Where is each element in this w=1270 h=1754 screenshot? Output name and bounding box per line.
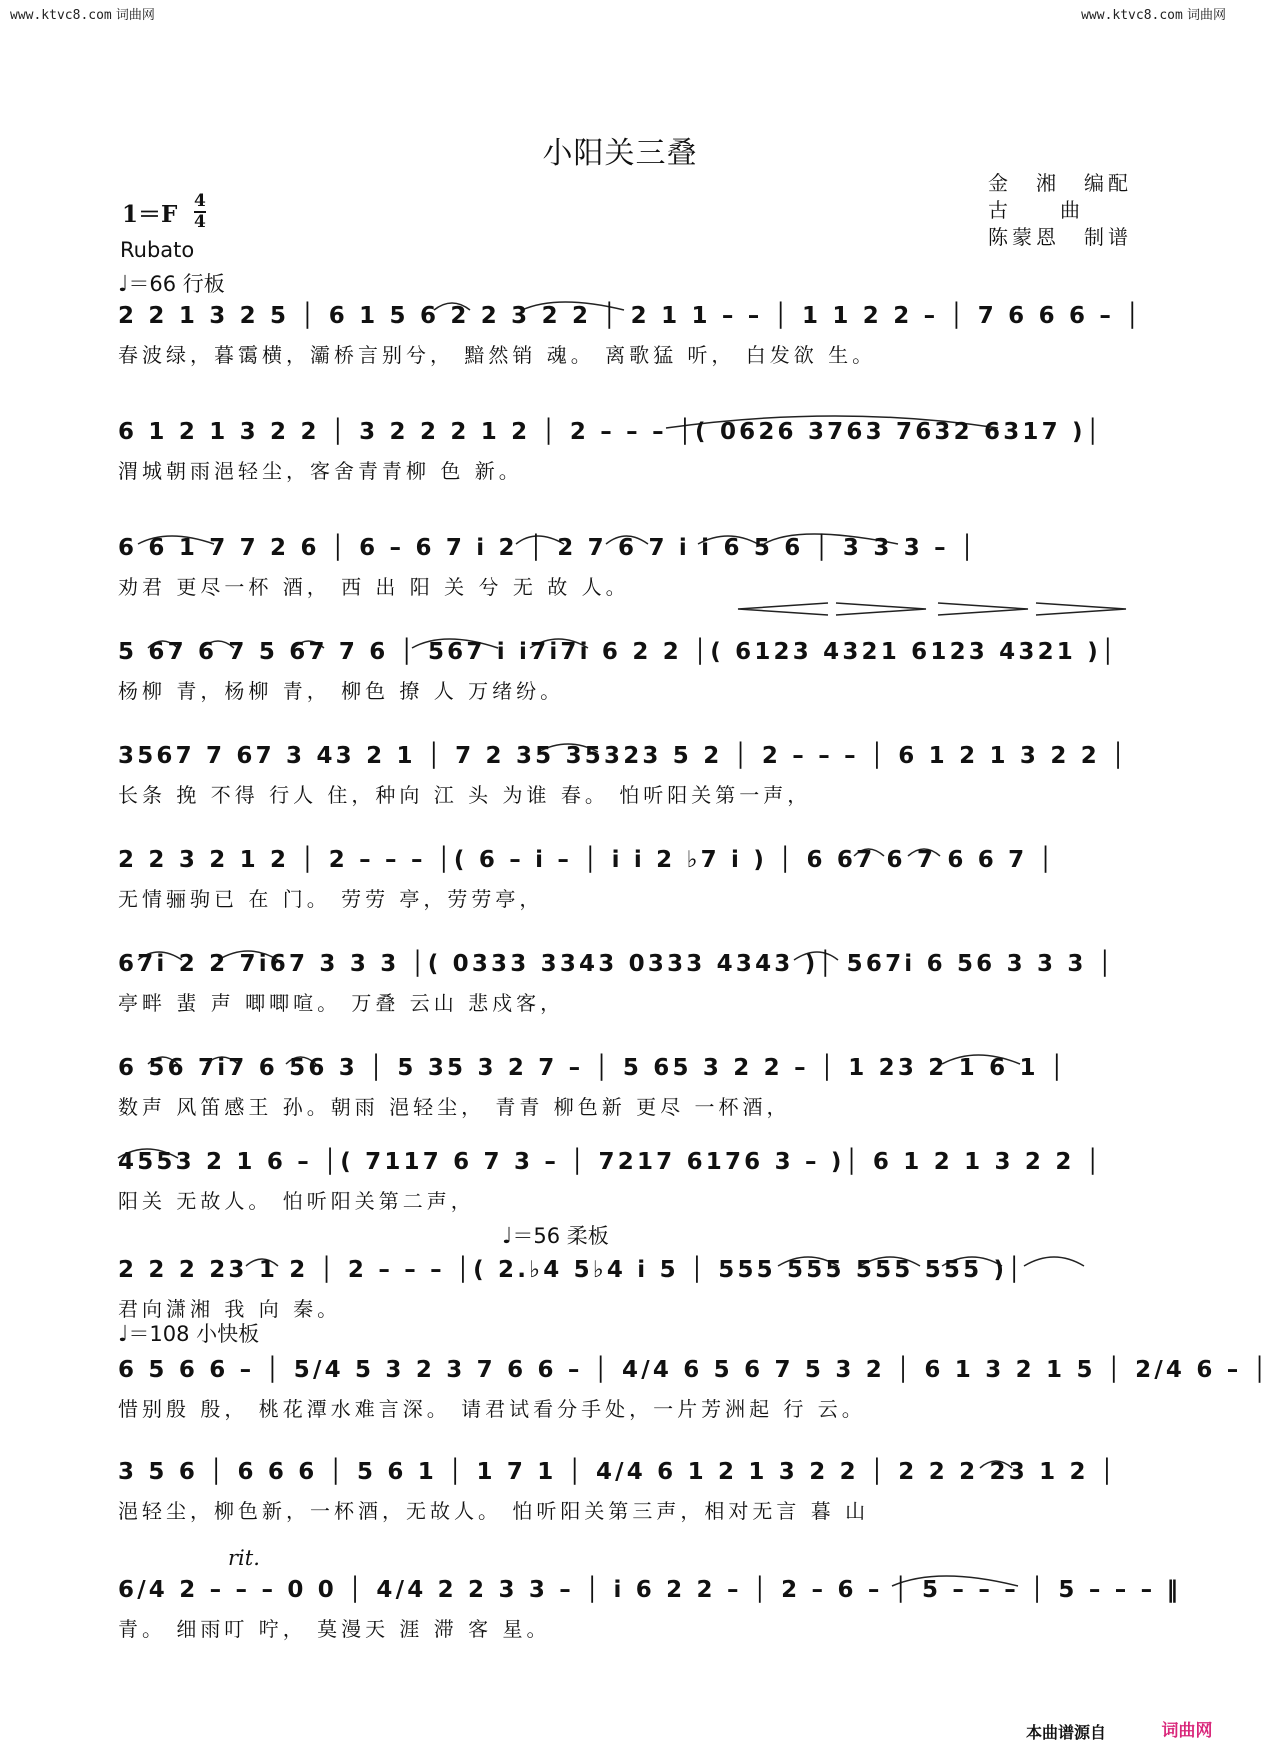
lyrics: 君向潇湘 我 向 秦。: [118, 1297, 342, 1321]
time-signature-bottom: 4: [194, 212, 206, 232]
lyrics: 浥轻尘，柳色新，一杯酒，无故人。 怕听阳关第三声，相对无言 暮 山: [118, 1499, 870, 1523]
jianpu-notes: 2 2 1 3 2 5 │ 6 1 5 6 2 2 3 2 2 │ 2 1 1 – – │ 1 1 2 2 – │ 7 6 6 6 – │: [118, 303, 1143, 329]
top-right-watermark: [1081, 4, 1226, 23]
jianpu-notes: 67i 2 2 7i67 3 3 3 │( 0333 3343 0333 4343 )│ 567i 6 56 3 3 3 │: [118, 951, 1115, 977]
jianpu-notes: 6/4 2 – – – 0 0 │ 4/4 2 2 3 3 – │ i 6 2 2 – │ 2 – 6 – │ 5 – – – │ 5 – – – ‖: [118, 1577, 1182, 1603]
lyrics: 亭畔 蜚 声 唧唧喧。 万叠 云山 悲戍客，: [118, 991, 565, 1015]
quarter-note-icon: ♩: [118, 1322, 129, 1347]
jianpu-notes: 5 67 6 7 5 67 7 6 │ 567 i i7i7i 6 2 2 │( 6123 4321 6123 4321 )│: [118, 639, 1118, 665]
song-title: 小阳关三叠: [542, 136, 698, 171]
watermark-site: 词曲网: [1186, 8, 1226, 23]
quarter-note-icon: ♩: [118, 272, 129, 297]
jianpu-notes: 2 2 3 2 1 2 │ 2 – – – │( 6 – i – │ i i 2 ♭7 i ) │ 6 67 6 7 6 6 7 │: [118, 847, 1056, 873]
jianpu-notes: 4553 2 1 6 – │( 7117 6 7 3 – │ 7217 6176 3 – )│ 6 1 2 1 3 2 2 │: [118, 1149, 1103, 1175]
lyrics: 无情骊驹已 在 门。 劳劳 亭，劳劳亭，: [118, 887, 544, 911]
tempo-text: ＝66 行板: [128, 272, 225, 296]
tempo-text: ＝56 柔板: [512, 1224, 609, 1248]
lyrics: 惜别殷 殷， 桃花潭水难言深。 请君试看分手处，一片芳洲起 行 云。: [118, 1397, 866, 1421]
time-signature-top: 4: [194, 191, 206, 211]
jianpu-notes: 3567 7 67 3 43 2 1 │ 7 2 35 35323 5 2 │ 2 – – – │ 6 1 2 1 3 2 2 │: [118, 743, 1129, 769]
tempo-text: ＝108 小快板: [128, 1322, 260, 1346]
credit-transcriber: 陈蒙恩 制谱: [988, 225, 1132, 249]
credits: [988, 170, 1132, 251]
ritardando-marking: rit.: [228, 1546, 260, 1570]
lyrics: 数声 风笛感王 孙。朝雨 浥轻尘， 青青 柳色新 更尽 一杯酒，: [118, 1095, 791, 1119]
jianpu-notes: 6 56 7i7 6 56 3 │ 5 35 3 2 7 – │ 5 65 3 2 2 – │ 1 23 2 1 6 1 │: [118, 1055, 1067, 1081]
jianpu-notes: 6 1 2 1 3 2 2 │ 3 2 2 2 1 2 │ 2 – – – │( 0626 3763 7632 6317 )│: [118, 419, 1103, 445]
lyrics: 青。 细雨叮 咛， 莫漫天 涯 滞 客 星。: [118, 1617, 551, 1641]
jianpu-notes: 3 5 6 │ 6 6 6 │ 5 6 1 │ 1 7 1 │ 4/4 6 1 2 1 3 2 2 │ 2 2 2 23 1 2 │: [118, 1459, 1118, 1485]
dynamics-hairpins: [738, 602, 1128, 616]
lyrics: 劝君 更尽一杯 酒， 西 出 阳 关 兮 无 故 人。: [118, 575, 630, 599]
lyrics: 渭城朝雨浥轻尘，客舍青青柳 色 新。: [118, 459, 523, 483]
watermark-url: www.ktvc8.com: [10, 8, 112, 23]
jianpu-notes: 2 2 2 23 1 2 │ 2 – – – │( 2.♭4 5♭4 i 5 │ 555 555 555 555 )│: [118, 1257, 1025, 1283]
source-text: 本曲谱源自: [1025, 1723, 1106, 1742]
time-signature: [194, 192, 206, 232]
jianpu-notes: 6 5 6 6 – │ 5/4 5 3 2 3 7 6 6 – │ 4/4 6 5 6 7 5 3 2 │ 6 1 3 2 1 5 │ 2/4 6 – │: [118, 1357, 1270, 1383]
jianpu-notes: 6 6 1 7 7 2 6 │ 6 – 6 7 i 2 │ 2 7 6 7 i i 6 5 6 │ 3 3 3 – │: [118, 535, 978, 561]
tempo-marking-2: [502, 1220, 609, 1250]
lyrics: 春波绿，暮霭横，灞桥言别兮， 黯然销 魂。 离歌猛 听， 白发欲 生。: [118, 343, 877, 367]
lyrics: 长条 挽 不得 行人 住，种向 江 头 为谁 春。 怕听阳关第一声，: [118, 783, 812, 807]
credit-arranger: 金 湘 编配: [988, 171, 1132, 195]
watermark-site: 词曲网: [115, 8, 155, 23]
quarter-note-icon: ♩: [502, 1224, 513, 1249]
key-signature: 1＝F: [122, 201, 178, 228]
top-left-watermark: [10, 4, 155, 23]
lyrics: 阳关 无故人。 怕听阳关第二声，: [118, 1189, 475, 1213]
credit-composer: 古 曲: [988, 198, 1084, 222]
site-badge[interactable]: 词曲网: [1148, 1716, 1226, 1746]
rubato-marking: Rubato: [120, 238, 195, 262]
tempo-marking-1: [118, 268, 225, 298]
watermark-url: www.ktvc8.com: [1081, 8, 1183, 23]
lyrics: 杨柳 青，杨柳 青， 柳色 撩 人 万绪纷。: [118, 679, 565, 703]
